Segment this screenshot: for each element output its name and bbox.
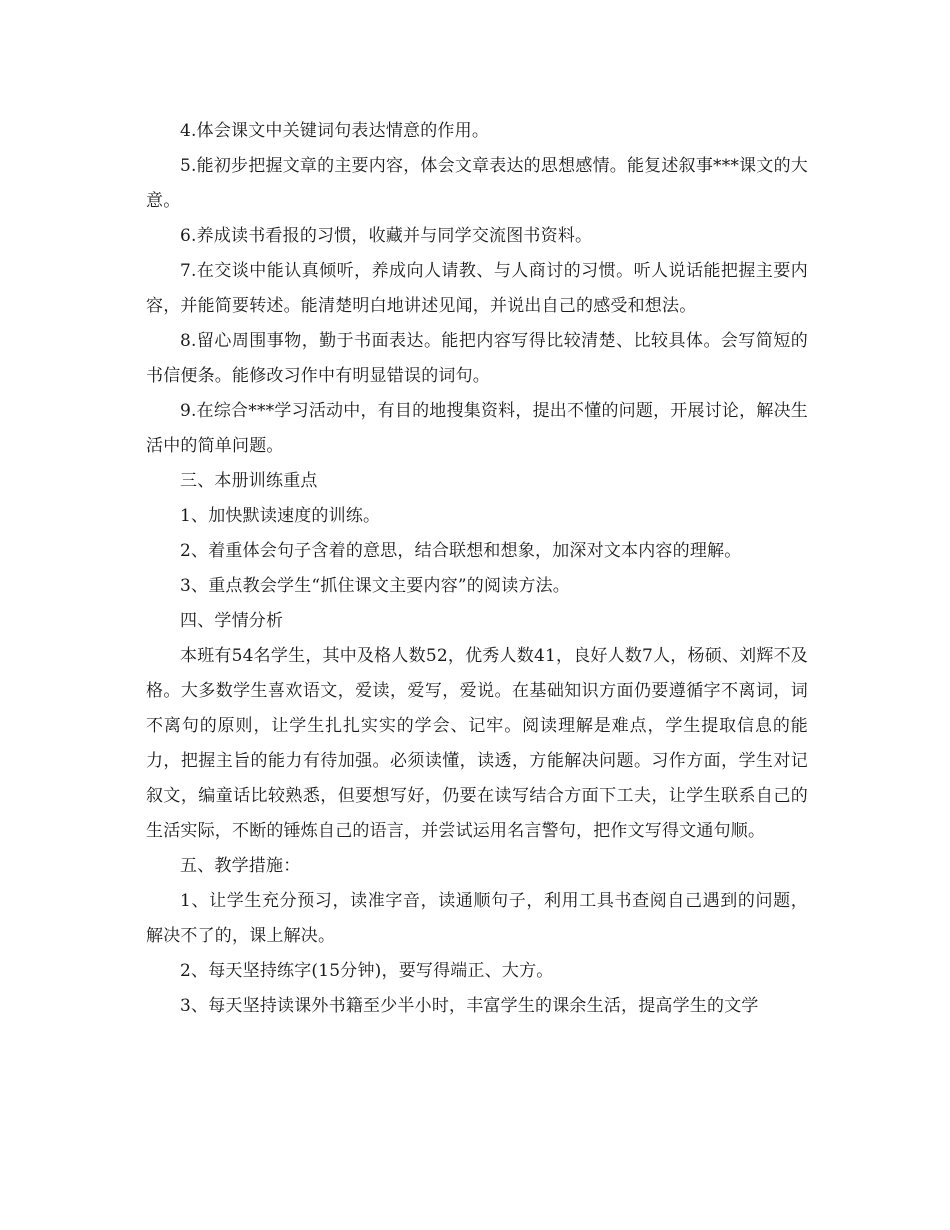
document-body: [146, 114, 808, 1024]
training-item-2: 2、着重体会句子含着的意思，结合联想和想象，加深对文本内容的理解。: [180, 541, 742, 561]
goal-item-4: 4.体会课文中关键词句表达情意的作用。: [180, 121, 490, 141]
training-item-3: 3、重点教会学生“抓住课文主要内容”的阅读方法。: [180, 576, 570, 596]
training-item-1: 1、加快默读速度的训练。: [180, 506, 381, 526]
measure-item-1: 1、让学生充分预习，读准字音，读通顺句子，利用工具书查阅自己遇到的问题，解决不了的，课上解决。: [146, 891, 808, 946]
measure-item-2: 2、每天坚持练字(15分钟)，要写得端正、大方。: [180, 961, 554, 981]
section-heading-training-focus: 三、本册训练重点: [180, 471, 318, 491]
goal-item-6: 6.养成读书看报的习惯，收藏并与同学交流图书资料。: [180, 226, 593, 246]
goal-item-7: 7.在交谈中能认真倾听，养成向人请教、与人商讨的习惯。听人说话能把握主要内容，并能简要转述。能清楚明白地讲述见闻，并说出自己的感受和想法。: [146, 261, 808, 316]
goal-item-5: 5.能初步把握文章的主要内容，体会文章表达的思想感情。能复述叙事***课文的大意。: [146, 156, 808, 211]
goal-item-9: 9.在综合***学习活动中，有目的地搜集资料，提出不懂的问题，开展讨论，解决生活中的简单问题。: [146, 401, 808, 456]
student-analysis-paragraph: 本班有54名学生，其中及格人数52，优秀人数41，良好人数7人，杨硕、刘辉不及格。大多数学生喜欢语文，爱读，爱写，爱说。在基础知识方面仍要遵循字不离词，词不离句的原则，让学生扎扎实实的学会、记牢。阅读理解是难点，学生提取信息的能力，把握主旨的能力有待加强。必须读懂，读透，方能解决问题。习作方面，学生对记叙文，编童话比较熟悉，但要想写好，仍要在读写结合方面下工夫，让学生联系自己的生活实际，不断的锤炼自己的语言，并尝试运用名言警句，把作文写得文通句顺。: [146, 646, 808, 841]
section-heading-student-analysis: 四、学情分析: [180, 611, 284, 631]
goal-item-8: 8.留心周围事物，勤于书面表达。能把内容写得比较清楚、比较具体。会写简短的书信便条。能修改习作中有明显错误的词句。: [146, 331, 808, 386]
section-heading-teaching-measures: 五、教学措施：: [180, 856, 301, 876]
measure-item-3: 3、每天坚持读课外书籍至少半小时，丰富学生的课余生活，提高学生的文学: [180, 996, 759, 1016]
